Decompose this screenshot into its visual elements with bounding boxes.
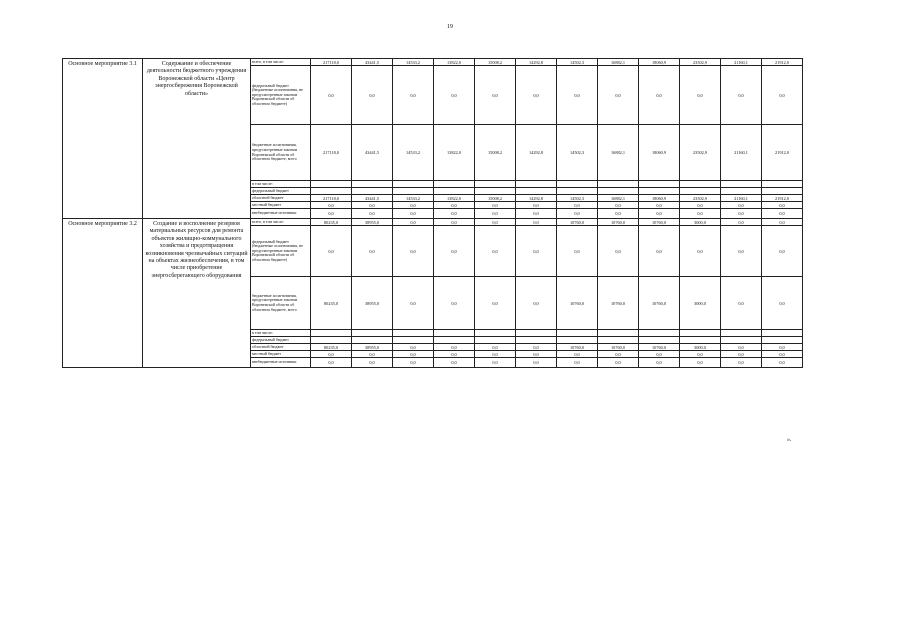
amount-cell: 13822,0	[434, 125, 475, 181]
amount-cell: 0,0	[557, 202, 598, 209]
amount-cell: 217118,0	[311, 195, 352, 202]
amount-cell: 23502,9	[680, 125, 721, 181]
amount-cell	[639, 330, 680, 337]
amount-cell: 10760,0	[598, 344, 639, 351]
funding-source-label: федеральный бюджет	[251, 337, 311, 344]
amount-cell: 14502,3	[557, 125, 598, 181]
amount-cell: 0,0	[516, 219, 557, 226]
amount-cell: 0,0	[598, 66, 639, 125]
amount-cell: 14533,2	[393, 195, 434, 202]
amount-cell: 0,0	[598, 226, 639, 277]
amount-cell	[352, 330, 393, 337]
amount-cell	[721, 330, 762, 337]
amount-cell: 0,0	[516, 66, 557, 125]
amount-cell: 0,0	[639, 351, 680, 358]
amount-cell: 0,0	[311, 226, 352, 277]
amount-cell: 16882,1	[598, 195, 639, 202]
amount-cell: 15008,2	[475, 59, 516, 66]
amount-cell: 14533,2	[393, 125, 434, 181]
amount-cell	[598, 337, 639, 344]
amount-cell: 0,0	[352, 209, 393, 219]
amount-cell	[721, 337, 762, 344]
amount-cell: 0,0	[762, 209, 803, 219]
amount-cell: 0,0	[475, 202, 516, 209]
amount-cell	[557, 188, 598, 195]
amount-cell	[352, 188, 393, 195]
amount-cell	[762, 181, 803, 188]
amount-cell: 0,0	[639, 209, 680, 219]
event-name-cell: Создание и восполнение резервов материальных ресурсов для ремонта объектов жилищно-коммунального хозяйства и предотвращения возникновения чрезвычайных ситуаций на объектах жизнеобеспечения, в том числе приобретение энергосберегающего оборудования	[143, 219, 251, 368]
amount-cell: 0,0	[475, 219, 516, 226]
amount-cell	[352, 181, 393, 188]
amount-cell: 0,0	[557, 66, 598, 125]
amount-cell: 0,0	[516, 277, 557, 330]
amount-cell	[762, 330, 803, 337]
amount-cell: 23502,9	[680, 59, 721, 66]
amount-cell	[393, 337, 434, 344]
amount-cell: 43441,5	[352, 59, 393, 66]
amount-cell: 0,0	[721, 277, 762, 330]
footer-mark: ».	[787, 437, 792, 443]
amount-cell	[598, 188, 639, 195]
amount-cell	[393, 188, 434, 195]
amount-cell: 0,0	[393, 219, 434, 226]
amount-cell: 217118,0	[311, 59, 352, 66]
amount-cell: 0,0	[557, 226, 598, 277]
amount-cell	[311, 181, 352, 188]
amount-cell: 14292,8	[516, 125, 557, 181]
amount-cell: 0,0	[475, 277, 516, 330]
funding-source-label: всего, в том числе:	[251, 219, 311, 226]
amount-cell	[516, 330, 557, 337]
funding-source-label: в том числе:	[251, 181, 311, 188]
amount-cell: 217118,0	[311, 125, 352, 181]
amount-cell: 10760,0	[639, 344, 680, 351]
amount-cell: 10760,0	[639, 219, 680, 226]
amount-cell: 21912,0	[762, 125, 803, 181]
amount-cell: 0,0	[557, 358, 598, 368]
amount-cell: 0,0	[311, 202, 352, 209]
amount-cell: 0,0	[393, 202, 434, 209]
amount-cell: 0,0	[762, 219, 803, 226]
amount-cell: 0,0	[475, 358, 516, 368]
event-code-cell: Основное мероприятие 3.1	[63, 59, 143, 219]
amount-cell: 0,0	[598, 358, 639, 368]
amount-cell: 18060,9	[639, 125, 680, 181]
amount-cell: 0,0	[475, 226, 516, 277]
amount-cell	[680, 330, 721, 337]
amount-cell: 0,0	[680, 209, 721, 219]
amount-cell	[475, 188, 516, 195]
event-code-cell: Основное мероприятие 3.2	[63, 219, 143, 368]
amount-cell	[721, 188, 762, 195]
funding-source-label: бюджетные ассигнования, предусмотренные законом Воронежской области об областном бюджете, всего	[251, 277, 311, 330]
amount-cell	[434, 337, 475, 344]
amount-cell: 0,0	[516, 202, 557, 209]
amount-cell: 0,0	[721, 202, 762, 209]
amount-cell: 16882,1	[598, 125, 639, 181]
amount-cell	[516, 337, 557, 344]
amount-cell: 3000,0	[680, 277, 721, 330]
amount-cell	[311, 188, 352, 195]
funding-source-label: областной бюджет	[251, 344, 311, 351]
amount-cell	[680, 188, 721, 195]
amount-cell: 0,0	[516, 344, 557, 351]
amount-cell: 0,0	[639, 358, 680, 368]
amount-cell: 0,0	[475, 66, 516, 125]
funding-source-label: федеральный бюджет (бюджетные ассигнования, не предусмотренные законом Воронежской области об областном бюджете)	[251, 66, 311, 125]
amount-cell: 80235,0	[311, 277, 352, 330]
amount-cell: 10760,0	[557, 277, 598, 330]
funding-source-label: всего, в том числе:	[251, 59, 311, 66]
amount-cell: 0,0	[311, 209, 352, 219]
amount-cell: 21912,0	[762, 59, 803, 66]
funding-source-label: внебюджетные источники	[251, 209, 311, 219]
amount-cell: 0,0	[762, 66, 803, 125]
amount-cell: 0,0	[352, 226, 393, 277]
amount-cell: 0,0	[434, 226, 475, 277]
funding-source-label: областной бюджет	[251, 195, 311, 202]
amount-cell: 21160,1	[721, 195, 762, 202]
amount-cell: 0,0	[475, 351, 516, 358]
amount-cell: 0,0	[311, 351, 352, 358]
amount-cell: 0,0	[434, 219, 475, 226]
amount-cell: 0,0	[762, 351, 803, 358]
amount-cell: 43441,5	[352, 195, 393, 202]
amount-cell	[557, 337, 598, 344]
amount-cell	[311, 337, 352, 344]
amount-cell: 38955,0	[352, 344, 393, 351]
amount-cell: 0,0	[434, 277, 475, 330]
amount-cell: 14533,2	[393, 59, 434, 66]
amount-cell: 0,0	[393, 226, 434, 277]
amount-cell: 3000,0	[680, 219, 721, 226]
amount-cell: 0,0	[639, 202, 680, 209]
amount-cell	[393, 181, 434, 188]
amount-cell: 0,0	[475, 209, 516, 219]
amount-cell: 0,0	[721, 66, 762, 125]
amount-cell	[557, 181, 598, 188]
funding-source-label: в том числе:	[251, 330, 311, 337]
amount-cell	[311, 330, 352, 337]
amount-cell: 0,0	[393, 66, 434, 125]
amount-cell: 10760,0	[598, 277, 639, 330]
amount-cell: 0,0	[311, 358, 352, 368]
amount-cell: 0,0	[721, 219, 762, 226]
amount-cell: 0,0	[598, 209, 639, 219]
amount-cell: 0,0	[680, 358, 721, 368]
amount-cell: 0,0	[721, 351, 762, 358]
amount-cell: 10760,0	[639, 277, 680, 330]
amount-cell: 14502,3	[557, 59, 598, 66]
amount-cell: 18060,9	[639, 59, 680, 66]
amount-cell	[598, 330, 639, 337]
amount-cell: 0,0	[680, 226, 721, 277]
amount-cell: 0,0	[721, 358, 762, 368]
amount-cell: 0,0	[762, 202, 803, 209]
amount-cell	[680, 337, 721, 344]
amount-cell: 43441,5	[352, 125, 393, 181]
amount-cell: 0,0	[393, 351, 434, 358]
amount-cell: 0,0	[311, 66, 352, 125]
amount-cell	[352, 337, 393, 344]
table-row	[63, 219, 803, 226]
amount-cell: 0,0	[762, 277, 803, 330]
amount-cell	[762, 337, 803, 344]
amount-cell: 0,0	[352, 351, 393, 358]
amount-cell: 0,0	[639, 226, 680, 277]
amount-cell	[475, 181, 516, 188]
amount-cell	[639, 181, 680, 188]
amount-cell: 23502,9	[680, 195, 721, 202]
amount-cell	[393, 330, 434, 337]
amount-cell	[557, 330, 598, 337]
amount-cell: 0,0	[516, 209, 557, 219]
amount-cell: 0,0	[393, 209, 434, 219]
amount-cell: 0,0	[393, 277, 434, 330]
amount-cell: 0,0	[516, 358, 557, 368]
amount-cell: 0,0	[434, 351, 475, 358]
amount-cell: 0,0	[434, 209, 475, 219]
amount-cell: 0,0	[680, 66, 721, 125]
amount-cell	[475, 337, 516, 344]
amount-cell: 0,0	[680, 202, 721, 209]
funding-source-label: федеральный бюджет	[251, 188, 311, 195]
amount-cell: 0,0	[598, 202, 639, 209]
amount-cell: 13822,0	[434, 195, 475, 202]
amount-cell: 0,0	[721, 209, 762, 219]
amount-cell	[516, 181, 557, 188]
amount-cell: 10760,0	[557, 219, 598, 226]
amount-cell: 21912,0	[762, 195, 803, 202]
amount-cell: 18060,9	[639, 195, 680, 202]
amount-cell: 21160,1	[721, 59, 762, 66]
funding-source-label: федеральный бюджет (бюджетные ассигнования, не предусмотренные законом Воронежской области об областном бюджете)	[251, 226, 311, 277]
amount-cell: 80235,0	[311, 219, 352, 226]
amount-cell: 0,0	[352, 202, 393, 209]
amount-cell	[721, 181, 762, 188]
amount-cell: 0,0	[557, 209, 598, 219]
amount-cell	[434, 188, 475, 195]
amount-cell: 0,0	[762, 358, 803, 368]
amount-cell	[639, 337, 680, 344]
amount-cell: 0,0	[434, 202, 475, 209]
amount-cell	[434, 330, 475, 337]
amount-cell: 0,0	[516, 351, 557, 358]
amount-cell	[762, 188, 803, 195]
amount-cell: 0,0	[475, 344, 516, 351]
amount-cell	[475, 330, 516, 337]
amount-cell: 0,0	[352, 358, 393, 368]
amount-cell: 0,0	[721, 344, 762, 351]
amount-cell: 0,0	[762, 344, 803, 351]
amount-cell: 21160,1	[721, 125, 762, 181]
event-name-cell: Содержание и обеспечение деятельности бюджетного учреждения Воронежской области «Центр энергосбережения Воронежской области»	[143, 59, 251, 219]
amount-cell: 0,0	[598, 351, 639, 358]
amount-cell	[639, 188, 680, 195]
amount-cell: 15008,2	[475, 195, 516, 202]
amount-cell: 0,0	[393, 358, 434, 368]
amount-cell: 14502,3	[557, 195, 598, 202]
budget-table	[62, 58, 803, 368]
amount-cell	[680, 181, 721, 188]
amount-cell: 13822,0	[434, 59, 475, 66]
amount-cell: 10760,0	[598, 219, 639, 226]
amount-cell: 0,0	[516, 226, 557, 277]
amount-cell: 0,0	[393, 344, 434, 351]
funding-source-label: внебюджетные источники	[251, 358, 311, 368]
amount-cell	[516, 188, 557, 195]
amount-cell: 38955,0	[352, 277, 393, 330]
amount-cell: 38955,0	[352, 219, 393, 226]
amount-cell: 0,0	[639, 66, 680, 125]
amount-cell: 15008,2	[475, 125, 516, 181]
amount-cell: 0,0	[434, 344, 475, 351]
amount-cell: 0,0	[762, 226, 803, 277]
amount-cell: 3000,0	[680, 344, 721, 351]
amount-cell: 0,0	[721, 226, 762, 277]
amount-cell: 0,0	[434, 358, 475, 368]
amount-cell: 0,0	[557, 351, 598, 358]
page-number: 19	[447, 24, 453, 30]
amount-cell: 0,0	[434, 66, 475, 125]
funding-source-label: местный бюджет	[251, 351, 311, 358]
amount-cell: 0,0	[680, 351, 721, 358]
funding-source-label: местный бюджет	[251, 202, 311, 209]
amount-cell	[434, 181, 475, 188]
amount-cell: 0,0	[352, 66, 393, 125]
funding-source-label: бюджетные ассигнования, предусмотренные законом Воронежской области об областном бюджете, всего	[251, 125, 311, 181]
amount-cell: 14292,8	[516, 195, 557, 202]
amount-cell: 10760,0	[557, 344, 598, 351]
table-row	[63, 59, 803, 66]
amount-cell: 16882,1	[598, 59, 639, 66]
amount-cell: 14292,8	[516, 59, 557, 66]
amount-cell	[598, 181, 639, 188]
amount-cell: 80235,0	[311, 344, 352, 351]
